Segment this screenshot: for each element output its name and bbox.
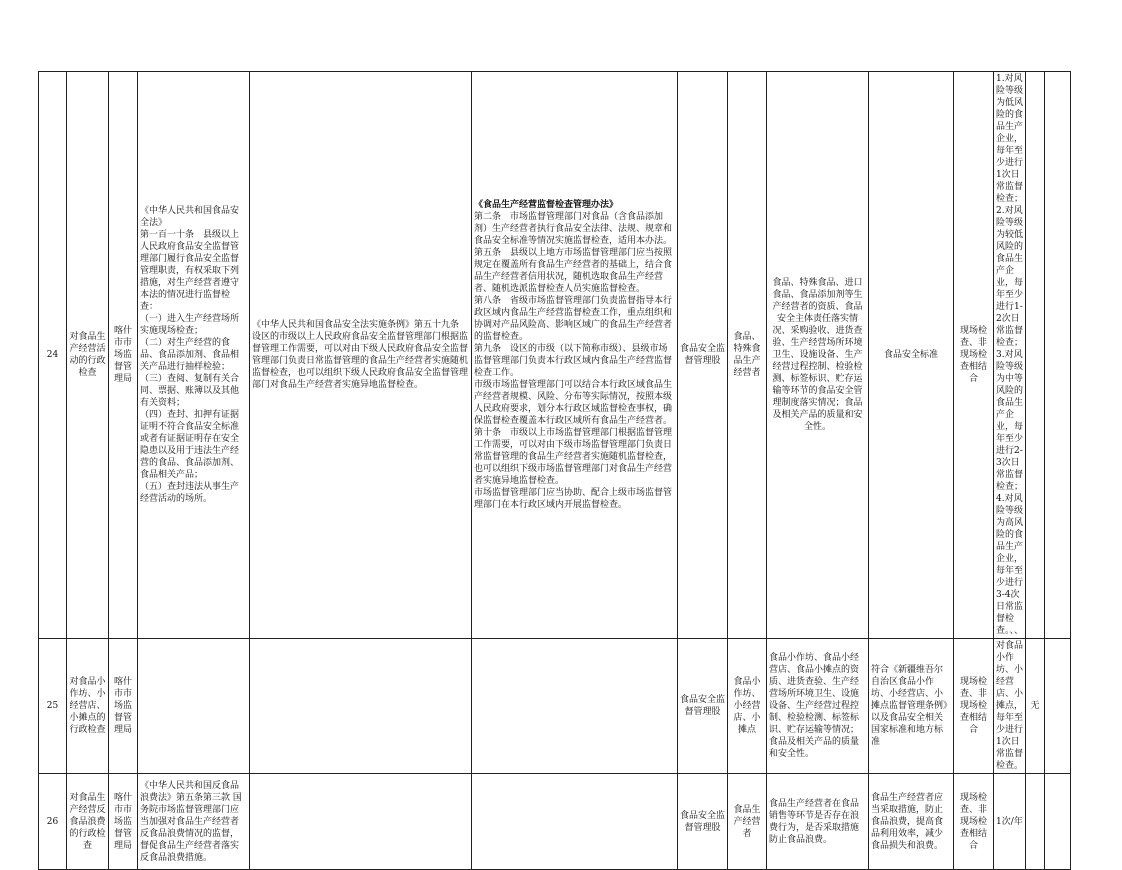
inspection-method: 现场检查、非现场检查相结合 xyxy=(954,774,994,870)
row-number: 25 xyxy=(39,639,67,774)
remark: 无 xyxy=(1026,639,1045,774)
legal-basis-law xyxy=(138,639,250,774)
responsible-department: 喀什市市场监督管理局 xyxy=(109,72,138,639)
inspection-content: 食品、特殊食品、进口食品、食品添加剂等生产经营者的资质、食品安全主体责任落实情况、采购验收、进货查验、生产经营场所环境卫生、设施设备、生产经营过程控制、检验检测、标签标识、贮存运输等环节的食品安全管理制度落实情况；食品及相关产品的质量和安全性。 xyxy=(767,72,869,639)
inspection-frequency: 1次/年 xyxy=(994,774,1026,870)
legal-basis-law: 《中华人民共和国反食品浪费法》第五条第三款 国务院市场监督管理部门应当加强对食品生产经营者反食品浪费情况的监督，督促食品生产经营者落实反食品浪费措施。 xyxy=(138,774,250,870)
legal-basis-regulation xyxy=(250,774,472,870)
inspection-content: 食品小作坊、食品小经营店、食品小摊点的资质、进货查验、生产经营场所环境卫生、设施设备、生产经营过程控制、检验检测、标签标识、贮存运输等情况；食品及相关产品的质量和安全性。 xyxy=(767,639,869,774)
responsible-department: 喀什市市场监督管理局 xyxy=(109,639,138,774)
legal-basis-measures xyxy=(472,774,678,870)
inspection-item: 对食品生产经营反食品浪费的行政检查 xyxy=(67,774,109,870)
legal-basis-measures xyxy=(472,639,678,774)
table-row xyxy=(39,774,1071,870)
measures-text: 第二条 市场监督管理部门对食品（含食品添加剂）生产经营者执行食品安全法律、法规、规章和食品安全标准等情况实施监督检查，适用本办法。第五条 县级以上地方市场监督管理部门应当按照规定在覆盖所有食品生产经营者的基础上，结合食品生产经营者信用状况，随机选取食品生产经营者、随机选派监督检查人员实施监督检查。 第八条 省级市场监督管理部门负责监督指导本行政区域内食品生产经营监督检查工作，重点组织和协调对产品风险高、影响区域广的食品生产经营者的监督检查。 第九条 设区的市级（以下简称市级）、县级市场监督管理部门负责本行政区域内食品生产经营监督检查工作。 市级市场监督管理部门可以结合本行政区域食品生产经营者规模、风险、分布等实际情况，按照本级人民政府要求，划分本行政区域监督检查事权，确保监督检查覆盖本行政区域所有食品生产经营者。 第十条 市级以上市场监督管理部门根据监督管理工作需要，可以对由下级市场监督管理部门负责日常监督管理的食品生产经营者实施随机监督检查，也可以组织下级市场监督管理部门对食品生产经营者实施异地监督检查。 市场监督管理部门应当协助、配合上级市场监督管理部门在本行政区域内开展监督检查。 xyxy=(474,212,673,510)
inspection-content: 食品生产经营者在食品销售等环节是否存在浪费行为，是否采取措施防止食品浪费。 xyxy=(767,774,869,870)
legal-basis-regulation: 《中华人民共和国食品安全法实施条例》第五十九条 设区的市级以上人民政府食品安全监督管理部门根据监督管理工作需要，可以对由下级人民政府食品安全监督管理部门负责日常监督管理的食品生产经营者实施随机监督检查，也可以组织下级人民政府食品安全监督管理部门对食品生产经营者实施异地监督检查。 xyxy=(250,72,472,639)
legal-basis-measures xyxy=(472,72,678,639)
legal-basis-law: 《中华人民共和国食品安全法》 第一百一十条 县级以上人民政府食品安全监督管理部门履行食品安全监督管理职责，有权采取下列措施，对生产经营者遵守本法的情况进行监督检查： （一）进入生产经营场所实施现场检查； （二）对生产经营的食品、食品添加剂、食品相关产品进行抽样检验； （三）查阅、复制有关合同、票据、账簿以及其他有关资料； （四）查封、扣押有证据证明不符合食品安全标准或者有证据证明存在安全隐患以及用于违法生产经营的食品、食品添加剂、食品相关产品； （五）查封违法从事生产经营活动的场所。 xyxy=(138,72,250,639)
legal-basis-regulation xyxy=(250,639,472,774)
inspection-standard: 食品安全标准 xyxy=(869,72,954,639)
implementing-unit: 食品安全监督管理股 xyxy=(678,639,728,774)
remark xyxy=(1026,774,1045,870)
inspection-frequency: 对食品小作坊、小经营店、小摊点，每年至少进行1次日常监督检查。 xyxy=(994,639,1026,774)
remark xyxy=(1026,72,1045,639)
measures-title: 《食品生产经营监督检查管理办法》 xyxy=(474,200,619,210)
inspection-object: 食品生产经营者 xyxy=(728,774,767,870)
inspection-standard: 食品生产经营者应当采取措施，防止食品浪费，提高食品利用效率，减少食品损失和浪费。 xyxy=(869,774,954,870)
implementing-unit: 食品安全监督管理股 xyxy=(678,774,728,870)
row-number: 24 xyxy=(39,72,67,639)
inspection-method: 现场检查、非现场检查相结合 xyxy=(954,639,994,774)
empty-cell xyxy=(1045,774,1071,870)
inspection-item: 对食品生产经营活动的行政检查 xyxy=(67,72,109,639)
inspection-method: 现场检查、非现场检查相结合 xyxy=(954,72,994,639)
inspection-item: 对食品小作坊、小经营店、小摊点的行政检查 xyxy=(67,639,109,774)
table-row xyxy=(39,72,1071,639)
inspection-frequency: 1.对风险等级为低风险的食品生产企业，每年至少进行1次日常监督检查； 2.对风险等级为较低风险的食品生产企业，每年至少进行1-2次日常监督检查； 3.对风险等级为中等风险的食品生产企业，每年至少进行2-3次日常监督检查； 4.对风险等级为高风险的食品生产企业，每年至少进行3-4次日常监督检查。、、 xyxy=(994,72,1026,639)
inspection-object: 食品小作坊、小经营店、小摊点 xyxy=(728,639,767,774)
inspection-table xyxy=(38,71,1071,870)
inspection-object: 食品、特殊食品生产经营者 xyxy=(728,72,767,639)
empty-cell xyxy=(1045,72,1071,639)
inspection-standard: 符合《新疆维吾尔自治区食品小作坊、小经营店、小摊点监督管理条例》以及食品安全相关国家标准和地方标准 xyxy=(869,639,954,774)
responsible-department: 喀什市市场监督管理局 xyxy=(109,774,138,870)
empty-cell xyxy=(1045,639,1071,774)
implementing-unit: 食品安全监督管理股 xyxy=(678,72,728,639)
row-number: 26 xyxy=(39,774,67,870)
table-row xyxy=(39,639,1071,774)
